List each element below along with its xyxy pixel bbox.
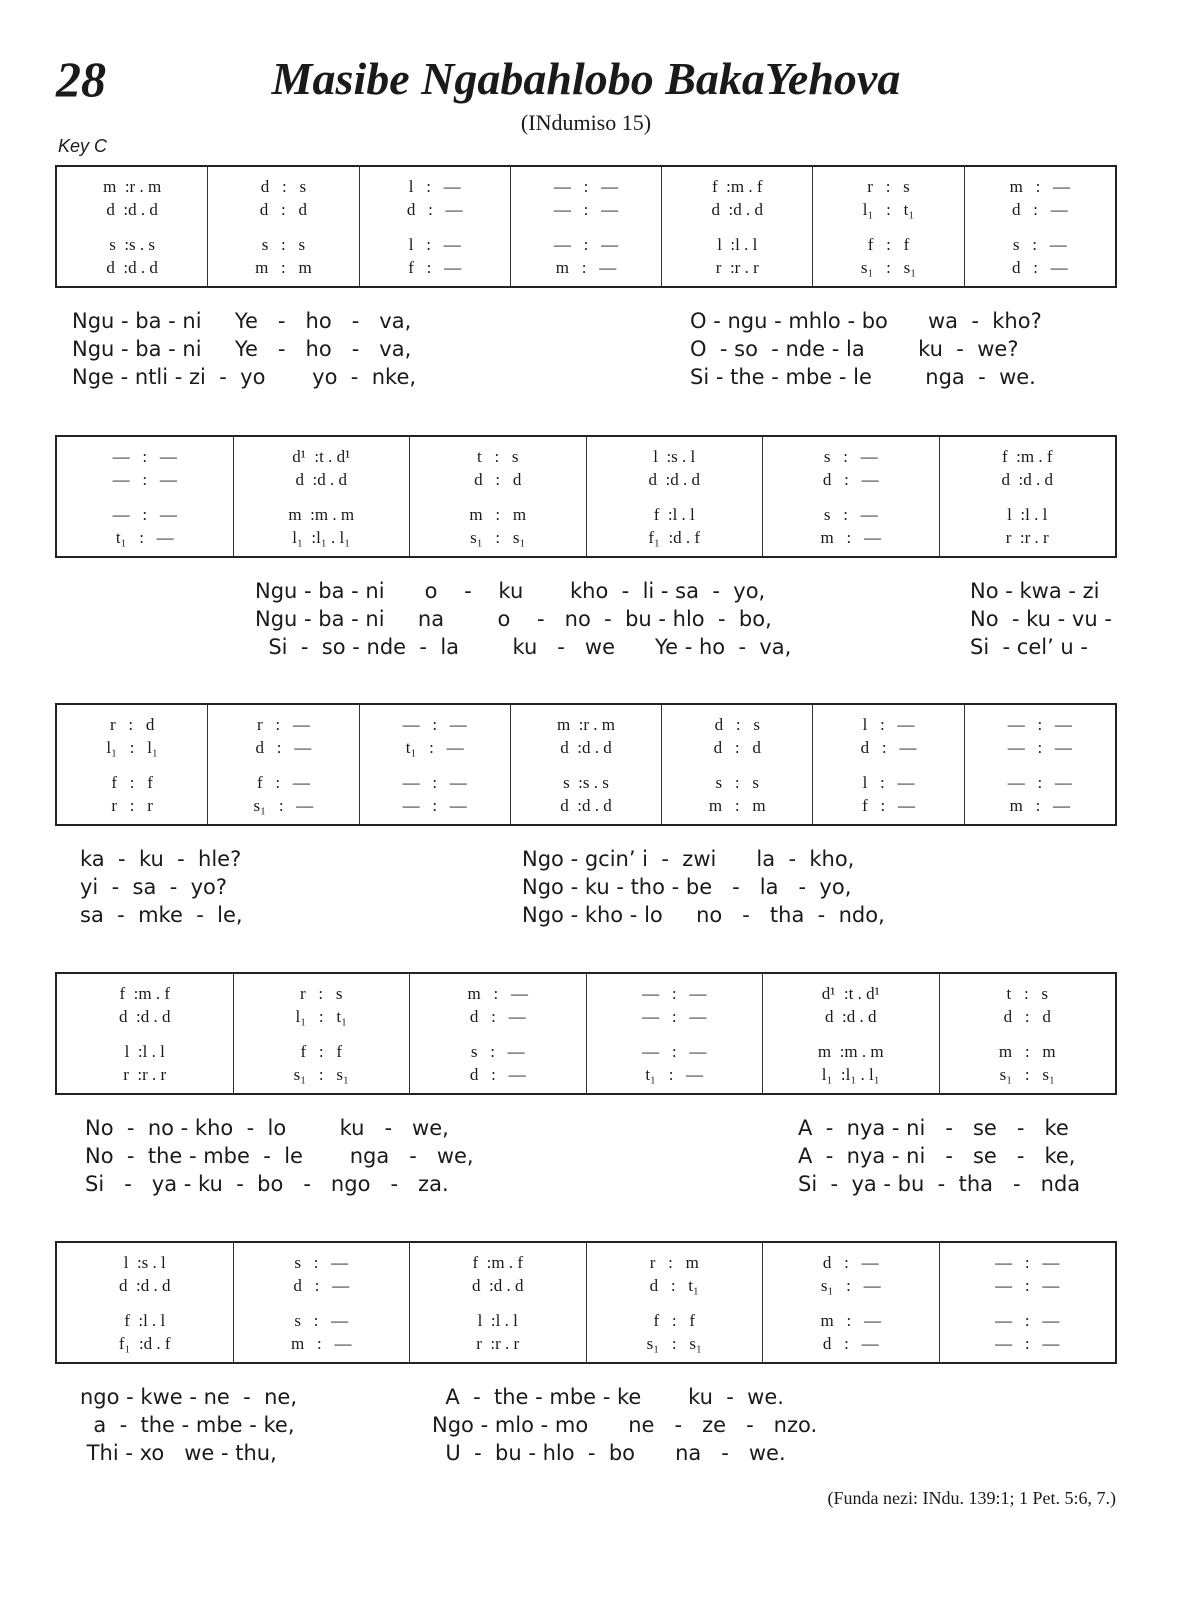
soprano-notes: d : s [714,715,760,734]
bass-notes: d : — [1011,258,1068,277]
bass-notes: — : — [402,796,467,815]
measure [939,1243,1116,1362]
lyric-line-verse-3: Nge - ntli - zi - yo yo - nke, [72,365,417,389]
measure [812,167,963,286]
lyric-line-verse-1: No - no - kho - lo ku - we, [85,1116,449,1140]
alto-notes: d :d . d [560,738,612,757]
soprano-notes: r : s [867,177,910,196]
soprano-notes: m : — [1009,177,1071,196]
soprano-notes: s : — [823,447,878,466]
measure [57,437,233,556]
bass-notes: s₁ : s₁ [293,1065,349,1084]
bass-notes: s₁ : — [253,796,314,815]
lyric-line-verse-2: No - ku - vu - [970,607,1112,631]
alto-notes: d : d [474,470,522,489]
tenor-notes: s :s . s [563,773,609,792]
soprano-notes: — : — [553,177,619,196]
lyric-line-verse-1: O - ngu - mhlo - bo wa - kho? [690,309,1042,333]
soprano-notes: f :m . f [472,1253,524,1272]
music-system [55,1241,1117,1364]
lyrics-block [80,845,243,929]
measure [762,437,939,556]
lyric-line-verse-1: ka - ku - hle? [80,847,242,871]
lyric-line-verse-2: Ngu - ba - ni na o - no - bu - hlo - bo, [255,607,772,631]
alto-notes: — : — [995,1276,1060,1295]
lyrics-block [432,1383,817,1467]
alto-notes: — : — [112,470,177,489]
measure [939,974,1116,1093]
soprano-notes: m :r . m [556,715,616,734]
bass-notes: d :d . d [560,796,612,815]
key-signature: Key C [58,136,108,156]
tenor-notes: m : m [998,1042,1056,1061]
tenor-notes: l :l . l [124,1042,165,1061]
lyrics-block [255,577,791,661]
bass-notes: f₁ :d . f [648,528,701,547]
bass-notes: f₁ :d . f [118,1334,171,1353]
alto-notes: d : — [1011,200,1068,219]
music-system [55,972,1117,1095]
lyric-line-verse-3: sa - mke - le, [80,903,243,927]
lyrics-block [522,845,885,929]
bass-notes: — : — [995,1334,1060,1353]
measure [661,705,812,824]
alto-notes: d : — [293,1276,350,1295]
tenor-notes: f : f [653,1311,696,1330]
alto-notes: d :d . d [825,1007,877,1026]
soprano-notes: s : — [294,1253,349,1272]
bass-notes: r :r . r [476,1334,520,1353]
bass-notes: m : m [255,258,312,277]
music-system [55,435,1117,558]
soprano-notes: — : — [995,1253,1060,1272]
measure [57,1243,233,1362]
bass-notes: f : — [862,796,915,815]
measure [57,974,233,1093]
tenor-notes: l : — [862,773,915,792]
bass-notes: d :d . d [106,258,158,277]
bass-notes: m : — [291,1334,352,1353]
bass-notes: r :r . r [715,258,759,277]
tenor-notes: — : — [642,1042,707,1061]
bass-notes: r :r . r [1005,528,1049,547]
bass-notes: m : — [1009,796,1071,815]
tenor-notes: m : — [820,1311,881,1330]
alto-notes: d : — [822,470,879,489]
alto-notes: t₁ : — [405,738,464,757]
tenor-notes: f : f [867,235,910,254]
soprano-notes: r : d [109,715,155,734]
bass-notes: d : — [822,1334,879,1353]
measure [409,1243,586,1362]
lyrics-block [85,1114,474,1198]
alto-notes: d : d [713,738,761,757]
alto-notes: l₁ : l₁ [106,738,158,757]
song-subtitle: (INdumiso 15) [520,110,652,135]
measure [939,437,1116,556]
lyric-line-verse-2: O - so - nde - la ku - we? [690,337,1019,361]
bass-notes: l₁ :l₁ . l₁ [292,528,351,547]
lyrics-block [690,307,1042,391]
bass-notes: s₁ : s₁ [860,258,917,277]
tenor-notes: — : — [553,235,619,254]
lyric-line-verse-2: Ngo - mlo - mo ne - ze - nzo. [432,1413,818,1437]
bass-notes: r : r [111,796,153,815]
measure [964,167,1115,286]
lyrics-block [798,1114,1080,1198]
lyrics-block [80,1383,297,1467]
alto-notes: d :d . d [648,470,700,489]
lyrics-block [970,577,1112,661]
soprano-notes: — : — [402,715,467,734]
measure [207,705,358,824]
lyric-line-verse-2: Ngo - ku - tho - be - la - yo, [522,875,852,899]
song-title: Masibe Ngabahlobo BakaYehova [271,53,901,104]
tenor-notes: — : — [995,1311,1060,1330]
soprano-notes: t : s [476,447,519,466]
bass-notes: l₁ :l₁ . l₁ [821,1065,880,1084]
alto-notes: d :d . d [295,470,347,489]
lyric-line-verse-2: A - nya - ni - se - ke, [798,1144,1076,1168]
measure [359,705,510,824]
measure [233,437,410,556]
bass-notes: s₁ : s₁ [999,1065,1055,1084]
alto-notes: d :d . d [1001,470,1053,489]
tenor-notes: s : — [470,1042,525,1061]
soprano-notes: r : s [300,984,343,1003]
tenor-notes: s : s [715,773,759,792]
bass-notes: f : — [408,258,462,277]
tenor-notes: l : — [408,235,461,254]
soprano-notes: d¹ :t . d¹ [292,447,351,466]
lyric-line-verse-2: a - the - mbe - ke, [80,1413,295,1437]
bass-notes: s₁ : s₁ [470,528,526,547]
lyric-line-verse-2: No - the - mbe - le nga - we, [85,1144,474,1168]
measure [964,705,1115,824]
alto-notes: — : — [1007,738,1072,757]
tenor-notes: — : — [1007,773,1072,792]
tenor-notes: s : — [1012,235,1067,254]
alto-notes: d : t₁ [649,1276,699,1295]
lyric-line-verse-3: Si - cel’ u - [970,635,1088,659]
measure [586,974,763,1093]
soprano-notes: r : m [649,1253,699,1272]
alto-notes: d :d . d [711,200,763,219]
tenor-notes: f : f [300,1042,343,1061]
lyric-line-verse-3: Si - the - mbe - le nga - we. [690,365,1036,389]
measure [812,705,963,824]
alto-notes: — : — [553,200,619,219]
bass-notes: m : m [708,796,766,815]
soprano-notes: l : — [862,715,915,734]
alto-notes: d : — [255,738,312,757]
bass-notes: t₁ : — [645,1065,704,1084]
lyric-line-verse-1: A - the - mbe - ke ku - we. [432,1385,784,1409]
soprano-notes: l :s . l [653,447,696,466]
lyric-line-verse-1: ngo - kwe - ne - ne, [80,1385,298,1409]
measure [409,974,586,1093]
alto-notes: d : — [406,200,463,219]
lyric-line-verse-1: Ngo - gcin’ i - zwi la - kho, [522,847,855,871]
tenor-notes: m :m . m [288,505,355,524]
lyric-line-verse-3: Si - so - nde - la ku - we Ye - ho - va, [255,635,792,659]
bass-notes: m : — [555,258,617,277]
tenor-notes: — : — [112,505,177,524]
alto-notes: s₁ : — [820,1276,881,1295]
soprano-notes: d : — [822,1253,879,1272]
lyrics-block [72,307,416,391]
bass-notes: s₁ : s₁ [646,1334,702,1353]
scripture-reference: (Funda nezi: INdu. 139:1; 1 Pet. 5:6, 7.) [827,1488,1116,1508]
bass-notes: t₁ : — [115,528,174,547]
measure [510,705,661,824]
lyric-line-verse-3: Thi - xo we - thu, [80,1441,277,1465]
music-system [55,703,1117,826]
music-system [55,165,1117,288]
soprano-notes: — : — [642,984,707,1003]
measure [586,437,763,556]
tenor-notes: l :l . l [717,235,758,254]
tenor-notes: — : — [402,773,467,792]
tenor-notes: m :m . m [817,1042,884,1061]
song-number: 28 [56,51,106,107]
soprano-notes: r : — [256,715,310,734]
lyric-line-verse-1: No - kwa - zi [970,579,1100,603]
alto-notes: — : — [642,1007,707,1026]
bass-notes: r :r . r [123,1065,167,1084]
measure [762,974,939,1093]
soprano-notes: m :r . m [103,177,162,196]
lyric-line-verse-2: yi - sa - yo? [80,875,228,899]
measure [762,1243,939,1362]
tenor-notes: m : m [469,505,527,524]
soprano-notes: d : s [260,177,307,196]
soprano-notes: f :m . f [119,984,171,1003]
soprano-notes: l :s . l [123,1253,166,1272]
measure [661,167,812,286]
tenor-notes: f : — [256,773,310,792]
alto-notes: d :d . d [119,1276,171,1295]
tenor-notes: l :l . l [1007,505,1048,524]
bass-notes: m : — [820,528,881,547]
lyric-line-verse-3: Ngo - kho - lo no - tha - ndo, [522,903,885,927]
soprano-notes: l : — [408,177,461,196]
alto-notes: d : d [1003,1007,1051,1026]
soprano-notes: t : s [1006,984,1049,1003]
soprano-notes: d¹ :t . d¹ [821,984,880,1003]
measure [510,167,661,286]
lyric-line-verse-3: Si - ya - bu - tha - nda [798,1172,1081,1196]
tenor-notes: s :s . s [109,235,156,254]
lyric-line-verse-1: Ngu - ba - ni Ye - ho - va, [72,309,412,333]
alto-notes: d :d . d [119,1007,171,1026]
tenor-notes: f : f [111,773,153,792]
measure [57,167,207,286]
soprano-notes: — : — [1007,715,1072,734]
bass-notes: d : — [469,1065,526,1084]
soprano-notes: f :m . f [712,177,763,196]
soprano-notes: — : — [112,447,177,466]
alto-notes: d : — [469,1007,526,1026]
lyric-line-verse-3: Si - ya - ku - bo - ngo - za. [85,1172,449,1196]
tenor-notes: l :l . l [477,1311,518,1330]
measure [57,705,207,824]
soprano-notes: f :m . f [1001,447,1053,466]
measure [586,1243,763,1362]
measure [409,437,586,556]
alto-notes: l₁ : t₁ [295,1007,348,1026]
measure [233,974,410,1093]
measure [207,167,358,286]
tenor-notes: s : s [261,235,306,254]
alto-notes: d :d . d [472,1276,524,1295]
measure [359,167,510,286]
alto-notes: d :d . d [106,200,158,219]
tenor-notes: f :l . l [124,1311,166,1330]
alto-notes: d : — [860,738,917,757]
lyric-line-verse-1: A - nya - ni - se - ke [798,1116,1069,1140]
alto-notes: d : d [259,200,308,219]
measure [233,1243,410,1362]
lyric-line-verse-1: Ngu - ba - ni o - ku kho - li - sa - yo, [255,579,766,603]
tenor-notes: s : — [823,505,878,524]
soprano-notes: m : — [467,984,528,1003]
lyric-line-verse-2: Ngu - ba - ni Ye - ho - va, [72,337,412,361]
alto-notes: l₁ : t₁ [862,200,915,219]
lyric-line-verse-3: U - bu - hlo - bo na - we. [432,1441,786,1465]
tenor-notes: f :l . l [653,505,695,524]
tenor-notes: s : — [294,1311,349,1330]
